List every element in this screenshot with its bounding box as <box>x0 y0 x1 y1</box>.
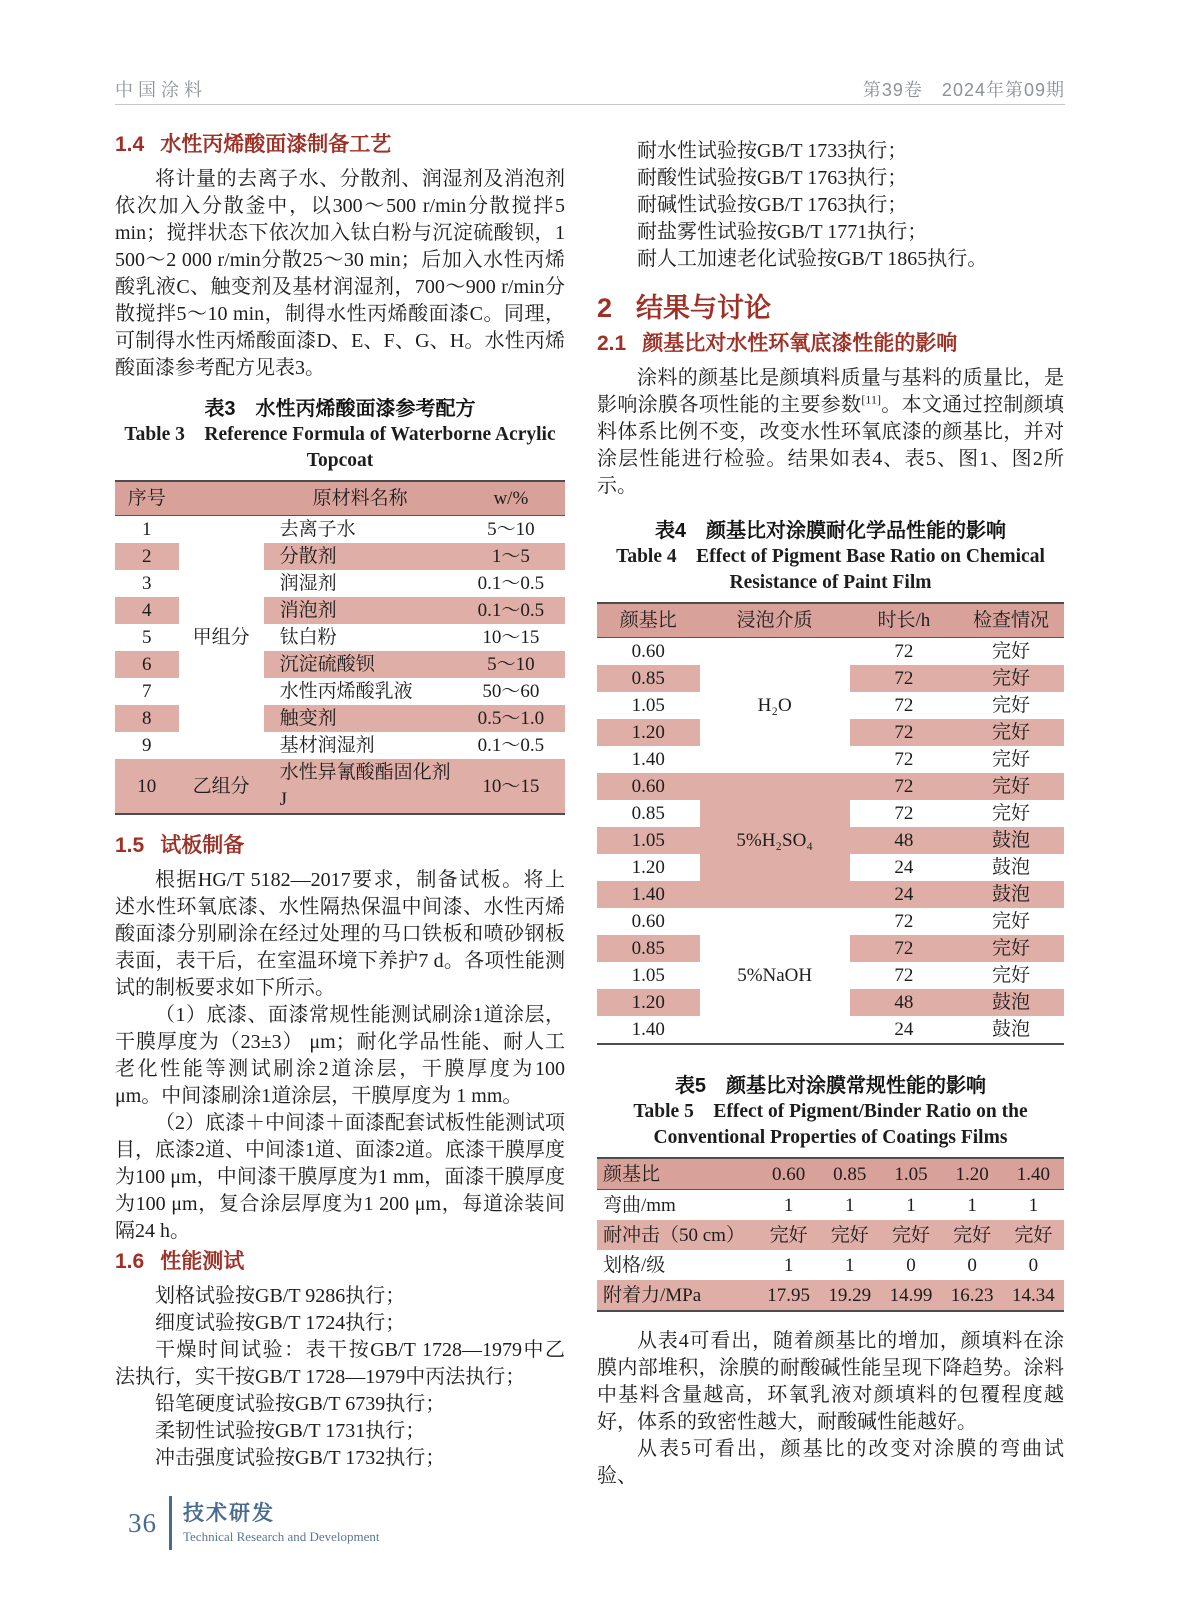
journal-name: 中国涂料 <box>115 80 207 100</box>
table-row <box>115 481 565 516</box>
table-row <box>597 1190 1064 1221</box>
table-cell: 完好 <box>1003 1220 1064 1250</box>
test-standard-line: 耐人工加速老化试验按GB/T 1865执行。 <box>637 248 988 270</box>
table-cell: 0.85 <box>597 665 700 692</box>
table-cell: 完好 <box>958 665 1064 692</box>
paragraph-table4-discussion: 从表4可看出，随着颜基比的增加，颜填料在涂膜内部堆积，涂膜的耐酸碱性能呈现下降趋势。涂料中基料含量越高，环氧乳液对颜填料的包覆程度越好，体系的致密性越大，耐酸碱性能越好。 <box>597 1330 1064 1433</box>
table-cell: 8 <box>115 705 179 732</box>
table-cell: 72 <box>894 803 914 824</box>
table3-body <box>115 516 565 815</box>
issue-info: 第39卷 2024年第09期 <box>862 80 1065 100</box>
table-header-cell: 时长/h <box>850 603 958 638</box>
table-cell: 0.1～0.5 <box>457 597 565 624</box>
table-cell: 基材润湿剂 <box>279 735 375 756</box>
table-cell: 72 <box>894 641 914 662</box>
page-number: 36 <box>128 1508 157 1538</box>
table-cell: 24 <box>894 1019 914 1040</box>
table-cell: 钛白粉 <box>279 627 337 648</box>
table-cell: 10～15 <box>457 759 565 814</box>
table-cell: 1.20 <box>597 989 700 1016</box>
table-cell: 水性异氰酸酯固化剂J <box>264 759 457 814</box>
section-title: 结果与讨论 <box>636 293 772 323</box>
table-cell: 1.05 <box>597 827 700 854</box>
section-number: 1.6 <box>115 1250 145 1273</box>
paragraph-2-1 <box>597 365 1064 500</box>
test-standard-line: 耐水性试验按GB/T 1733执行； <box>637 140 908 162</box>
table-header-cell: 0.60 <box>758 1158 819 1190</box>
table-cell: 1.20 <box>597 719 700 746</box>
table-header-cell: 1.40 <box>1003 1158 1064 1190</box>
component-group-cell: 乙组分 <box>179 759 264 814</box>
table-cell: 完好 <box>958 935 1064 962</box>
section-heading-1-5 <box>115 831 565 861</box>
table-cell: 0.60 <box>597 773 700 800</box>
table-cell: 完好 <box>991 965 1030 986</box>
table-cell: 48 <box>850 827 958 854</box>
table-cell: 去离子水 <box>279 519 356 540</box>
table-cell: 0.1～0.5 <box>477 573 545 594</box>
table-header-cell: 颜基比 <box>597 1158 758 1190</box>
table-cell: 1.05 <box>631 695 665 716</box>
table-cell: 1 <box>967 1194 977 1216</box>
table-cell: 0.85 <box>597 935 700 962</box>
table-cell: 17.95 <box>758 1280 819 1311</box>
paragraph-text: 涂料的颜基比是颜填料质量与基料的质量比，是影响涂膜各项性能的主要参数 <box>597 367 1064 416</box>
table-header-cell: 颜基比 <box>597 603 700 638</box>
test-standard-line: 柔韧性试验按GB/T 1731执行； <box>155 1420 426 1442</box>
table-cell: 完好 <box>942 1220 1003 1250</box>
table-cell: 1 <box>906 1194 916 1216</box>
table-cell: 1.20 <box>631 857 665 878</box>
table-cell: 5～10 <box>457 651 565 678</box>
test-standard-line: 耐酸性试验按GB/T 1763执行； <box>637 167 908 189</box>
table-cell: 完好 <box>880 1220 941 1250</box>
table-cell: 沉淀硫酸钡 <box>264 651 457 678</box>
table-cell: 0.1～0.5 <box>477 735 545 756</box>
section-title: 颜基比对水性环氧底漆性能的影响 <box>642 332 958 355</box>
table-cell: 分散剂 <box>264 543 457 570</box>
table-cell: 1 <box>1028 1194 1039 1216</box>
section-heading-2 <box>597 289 1064 327</box>
table-row <box>597 908 1064 935</box>
test-standard-line: 冲击强度试验按GB/T 1732执行； <box>155 1447 446 1469</box>
table-cell: 5 <box>142 627 152 648</box>
table-cell: 消泡剂 <box>264 597 457 624</box>
table-cell: 鼓泡 <box>958 881 1064 908</box>
table-cell: 完好 <box>991 749 1030 770</box>
table-cell: 1 <box>783 1254 794 1276</box>
table-row <box>597 638 1064 666</box>
table-header-cell: 检查情况 <box>958 603 1064 638</box>
paragraph-text: 。本文通过控制颜填料体系比例不变，改变水性环氧底漆的颜基比，并对涂层性能进行检验。结果如表4、表5、图1、图2所示。 <box>597 394 1065 497</box>
table-cell: 1.40 <box>597 881 700 908</box>
section-heading-1-4 <box>115 130 565 160</box>
table-cell: 72 <box>894 965 914 986</box>
table-cell: 完好 <box>758 1220 819 1250</box>
table-header-cell: 1.05 <box>880 1158 941 1190</box>
table-cell: 6 <box>115 651 179 678</box>
table-header-cell: 1.20 <box>942 1158 1003 1190</box>
footer-section-en: Technical Research and Development <box>183 1529 380 1544</box>
table-cell: 0.85 <box>631 803 665 824</box>
section-number: 1.5 <box>115 834 145 857</box>
table-header-cell: 0.85 <box>819 1158 880 1190</box>
table-cell: 完好 <box>819 1220 880 1250</box>
table-row <box>597 603 1064 638</box>
table-cell: 72 <box>894 749 914 770</box>
table5-caption-en: Table 5 Effect of Pigment/Binder Ratio on the <box>633 1101 1028 1122</box>
table-cell: 72 <box>894 695 914 716</box>
table-cell: 1 <box>142 519 152 540</box>
table3-head <box>115 481 565 516</box>
table-cell: 1 <box>845 1194 855 1216</box>
table5-body <box>597 1190 1064 1312</box>
table-cell: 0.60 <box>631 641 665 662</box>
table-cell: 72 <box>894 911 914 932</box>
section-number: 1.4 <box>115 133 145 156</box>
table-cell: 14.99 <box>880 1280 941 1311</box>
table-cell: 7 <box>142 681 152 702</box>
table5-head <box>597 1158 1064 1190</box>
table4-block <box>597 518 1064 1045</box>
table-header-cell: 浸泡介质 <box>700 603 850 638</box>
table5-caption-cn: 表5 颜基比对涂膜常规性能的影响 <box>674 1075 987 1097</box>
footer-text <box>183 1496 380 1546</box>
table-row <box>597 773 1064 800</box>
table3-caption-cn: 表3 水性丙烯酸面漆参考配方 <box>204 398 476 420</box>
table-cell: 1 <box>783 1194 794 1216</box>
table-cell: 0 <box>1028 1254 1039 1276</box>
table-cell: 鼓泡 <box>991 1019 1030 1040</box>
table-cell: 72 <box>850 773 958 800</box>
page-header <box>115 76 1065 102</box>
citation-ref: [11] <box>861 392 881 407</box>
table-cell: 1～5 <box>457 543 565 570</box>
footer-divider <box>169 1496 172 1550</box>
table-row <box>597 1280 1064 1311</box>
column-left <box>115 128 565 1472</box>
table-cell: 24 <box>894 857 914 878</box>
table-cell: 1.05 <box>631 965 665 986</box>
table-cell: 划格/级 <box>603 1254 666 1276</box>
test-standard-line: 耐碱性试验按GB/T 1763执行； <box>637 194 908 216</box>
table-cell: 10 <box>115 759 179 814</box>
footer-section-cn: 技术研发 <box>183 1502 275 1525</box>
table-cell: 72 <box>850 719 958 746</box>
table-row <box>597 1158 1064 1190</box>
table-cell: 触变剂 <box>264 705 457 732</box>
table5 <box>597 1157 1064 1312</box>
table-cell: 鼓泡 <box>958 989 1064 1016</box>
table-cell: 鼓泡 <box>958 827 1064 854</box>
table4-head <box>597 603 1064 638</box>
table-row <box>115 759 565 814</box>
table-header-cell <box>179 481 264 516</box>
table-row <box>597 1220 1064 1250</box>
section-number: 2 <box>597 293 613 323</box>
table-cell: 弯曲/mm <box>603 1194 676 1216</box>
table4 <box>597 602 1064 1045</box>
table-cell: 完好 <box>991 911 1030 932</box>
table-cell: 3 <box>142 573 152 594</box>
table-cell: 72 <box>850 665 958 692</box>
table-cell: 完好 <box>991 803 1030 824</box>
paragraph-1-5: 根据HG/T 5182—2017要求，制备试板。将上述水性环氧底漆、水性隔热保温中间漆、水性丙烯酸面漆分别刷涂在经过处理的马口铁板和喷砂钢板表面，表干后，在室温环境下养护7 d。各项性能测试的制板要求如下所示。 <box>115 869 565 999</box>
table-cell: 72 <box>850 935 958 962</box>
section-title: 性能测试 <box>160 1250 245 1273</box>
test-standard-line: 耐盐雾性试验按GB/T 1771执行； <box>637 221 928 243</box>
test-standard-line: 干燥时间试验：表干按GB/T 1728—1979中乙法执行，实干按GB/T 1728—1979中丙法执行； <box>115 1339 565 1388</box>
table-cell: 1.40 <box>631 749 665 770</box>
table-cell: 鼓泡 <box>991 857 1030 878</box>
table-cell: 0.60 <box>631 911 665 932</box>
table-cell: 5～10 <box>487 519 535 540</box>
table-cell: 耐冲击（50 cm） <box>597 1220 758 1250</box>
table-cell: 完好 <box>991 641 1030 662</box>
table-cell: 完好 <box>958 773 1064 800</box>
table-cell: 0.5～1.0 <box>457 705 565 732</box>
test-standard-line: 划格试验按GB/T 9286执行； <box>155 1285 406 1307</box>
table-cell: 1.40 <box>631 1019 665 1040</box>
paragraph-1-5-item2: （2）底漆＋中间漆＋面漆配套试板性能测试项目，底漆2道、中间漆1道、面漆2道。底漆干膜厚度为100 μm，中间漆干膜厚度为1 mm，面漆干膜厚度为100 μm，复合涂层厚度为1 200 μm，每道涂装间隔24 h。 <box>115 1112 565 1242</box>
component-group-cell: 甲组分 <box>179 516 264 760</box>
table-cell: 0 <box>967 1254 977 1276</box>
table4-caption-cn: 表4 颜基比对涂膜耐化学品性能的影响 <box>654 520 1007 542</box>
table-header-cell: 原材料名称 <box>264 481 457 516</box>
table-cell: 10～15 <box>482 627 540 648</box>
test-standard-list <box>597 138 1064 273</box>
paragraph-table5-discussion: 从表5可看出，颜基比的改变对涂膜的弯曲试验、 <box>597 1438 1064 1487</box>
table4-caption-en2: Resistance of Paint Film <box>729 572 932 593</box>
table-cell: 48 <box>850 989 958 1016</box>
table-cell: 0 <box>906 1254 916 1276</box>
table5-block <box>597 1073 1064 1312</box>
table-cell: 16.23 <box>942 1280 1003 1311</box>
table-cell: 完好 <box>958 719 1064 746</box>
section-title: 试板制备 <box>160 834 245 857</box>
table3-block <box>115 396 565 815</box>
table4-caption-en: Table 4 Effect of Pigment Base Ratio on Chemical <box>616 546 1045 567</box>
table-cell: 1 <box>845 1254 855 1276</box>
medium-group-cell: H₂O <box>700 638 850 774</box>
table-cell: 完好 <box>991 695 1030 716</box>
table-header-cell: 序号 <box>115 481 179 516</box>
table3-caption-en2: Topcoat <box>306 450 374 471</box>
page-footer <box>128 1496 380 1550</box>
table-cell: 9 <box>142 735 152 756</box>
paragraph-1-5-item1: （1）底漆、面漆常规性能测试刷涂1道涂层，干膜厚度为（23±3） μm；耐化学品性能、耐人工老化性能等测试刷涂2道涂层，干膜厚度为100 μm。中间漆刷涂1道涂层，干膜厚度为 1 mm。 <box>115 1004 565 1107</box>
table-cell: 润湿剂 <box>279 573 337 594</box>
table-cell: 19.29 <box>819 1280 880 1311</box>
table4-body <box>597 638 1064 1045</box>
table5-caption-en2: Conventional Properties of Coatings Films <box>653 1127 1008 1148</box>
table3-caption-en: Table 3 Reference Formula of Waterborne Acrylic <box>124 424 556 445</box>
medium-group-cell: 5%NaOH <box>700 908 850 1044</box>
table-cell: 24 <box>850 881 958 908</box>
table-row <box>597 1250 1064 1280</box>
test-standard-line: 铅笔硬度试验按GB/T 6739执行； <box>155 1393 446 1415</box>
table-header-cell: w/% <box>457 481 565 516</box>
table-cell: 50～60 <box>482 681 540 702</box>
section-title: 水性丙烯酸面漆制备工艺 <box>160 133 392 156</box>
table-cell: 4 <box>115 597 179 624</box>
table-row <box>115 516 565 544</box>
table-cell: 水性丙烯酸乳液 <box>279 681 413 702</box>
table-cell: 附着力/MPa <box>597 1280 758 1311</box>
header-rule <box>115 104 1065 105</box>
section-heading-1-6 <box>115 1247 565 1277</box>
table3 <box>115 480 565 815</box>
test-standard-line: 细度试验按GB/T 1724执行； <box>155 1312 406 1334</box>
medium-group-cell: 5%H₂SO₄ <box>700 773 850 908</box>
table-cell: 2 <box>115 543 179 570</box>
section-heading-2-1 <box>597 329 1064 359</box>
table-cell: 14.34 <box>1003 1280 1064 1311</box>
column-right <box>597 128 1064 1490</box>
paragraph-1-4: 将计量的去离子水、分散剂、润湿剂及消泡剂依次加入分散釜中，以300～500 r/min分散搅拌5 min；搅拌状态下依次加入钛白粉与沉淀硫酸钡，1 500～2 000 r/min分散25～30 min；后加入水性丙烯酸乳液C、触变剂及基材润湿剂，700～900 r/min分散搅拌5～10 min，制得水性丙烯酸面漆C。同理，可制得水性丙烯酸面漆D、E、F、G、H。水性丙烯酸面漆参考配方见表3。 <box>115 168 565 379</box>
section-number: 2.1 <box>597 332 627 355</box>
